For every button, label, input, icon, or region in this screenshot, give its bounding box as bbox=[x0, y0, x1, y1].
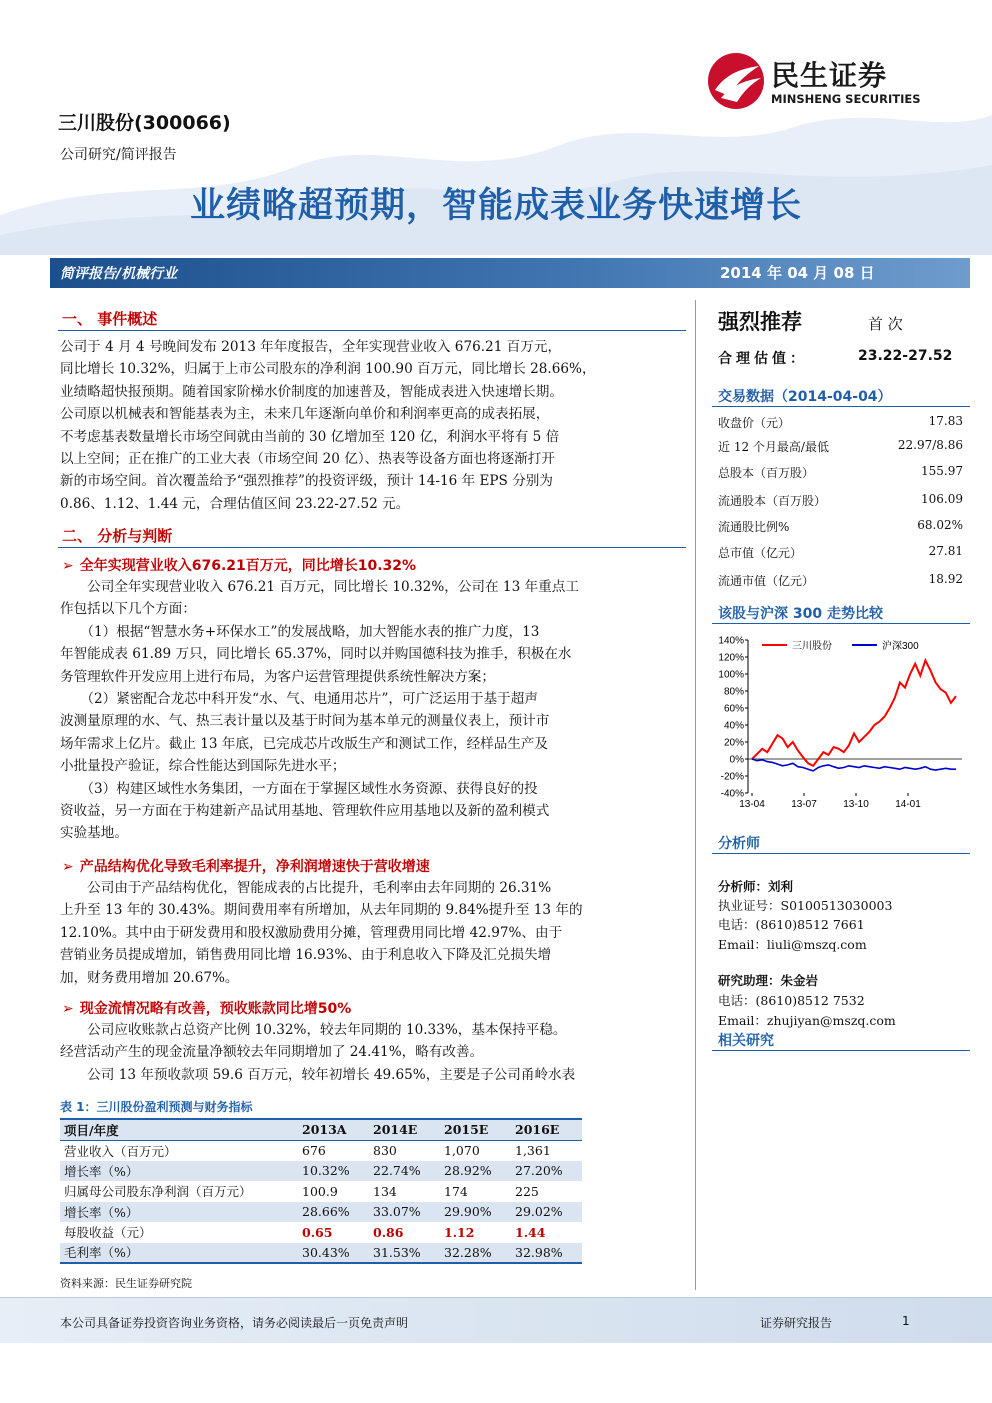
footer-disclaimer: 本公司具备证券投资咨询业务资格，请务必阅读最后一页免责声明 bbox=[60, 1316, 409, 1330]
valuation-value: 23.22-27.52 bbox=[858, 348, 953, 364]
text-line: 公司由于产品结构优化，智能成表的占比提升，毛利率由去年同期的 26.31% bbox=[60, 880, 552, 896]
text-line: 业绩略超快报预期。随着国家阶梯水价制度的加速普及，智能成表进入快速增长期。 bbox=[60, 383, 563, 400]
y-tick-label: 100% bbox=[718, 669, 744, 681]
table-row bbox=[60, 1140, 582, 1161]
series-line-index bbox=[752, 759, 956, 771]
text-line: 作包括以下几个方面： bbox=[60, 601, 196, 618]
y-tick-label: 0% bbox=[729, 754, 744, 766]
table-cell: 1.12 bbox=[440, 1222, 511, 1243]
analyst-name: 分析师：刘利 bbox=[718, 879, 794, 894]
rating-first-coverage: 首 次 bbox=[868, 315, 903, 333]
revenue-paragraph bbox=[60, 576, 686, 845]
text-line: 实验基地。 bbox=[60, 825, 128, 842]
related-research-title: 相关研究 bbox=[718, 1033, 774, 1049]
table-cell: 1,361 bbox=[511, 1140, 582, 1161]
y-tick-label: 140% bbox=[718, 635, 744, 647]
text-line: 上升至 13 年的 30.43%。期间费用率有所增加，从去年同期的 9.84%提升至 13 年的 bbox=[60, 902, 583, 919]
table-source: 资料来源：民生证券研究院 bbox=[60, 1277, 192, 1290]
analyst-cert: 执业证号：S0100513030003 bbox=[718, 898, 893, 913]
logo-text-cn: 民生证券 bbox=[771, 59, 888, 92]
text-line: 小批量投产验证，综合性能达到国际先进水平； bbox=[60, 758, 346, 775]
table-cell: 22.74% bbox=[369, 1161, 440, 1182]
table-cell: 32.98% bbox=[511, 1243, 582, 1264]
page-number: 1 bbox=[902, 1314, 910, 1328]
text-line: 波测量原理的水、气、热三表计量以及基于时间为基本单元的测量仪表上，预计市 bbox=[60, 713, 550, 730]
assistant-email: Email：zhujiyan@mszq.com bbox=[718, 1013, 896, 1028]
subsection-title-revenue: ➢ 全年实现营业收入676.21百万元，同比增长10.32% bbox=[62, 558, 417, 574]
y-tick-label: 40% bbox=[723, 720, 744, 732]
table-cell: 30.43% bbox=[298, 1243, 369, 1264]
subsection-title-margin: ➢ 产品结构优化导致毛利率提升，净利润增速快于营收增速 bbox=[62, 859, 430, 875]
footer-label: 证券研究报告 bbox=[760, 1316, 833, 1330]
table-header-cell: 项目/年度 bbox=[60, 1119, 298, 1140]
price-comparison-chart bbox=[712, 630, 970, 815]
text-line: 公司于 4 月 4 号晚间发布 2013 年年度报告，全年实现营业收入 676.21 百万元， bbox=[60, 339, 562, 355]
text-line: 经营活动产生的现金流量净额较去年同期增加了 24.41%，略有改善。 bbox=[60, 1044, 484, 1061]
company-name: 三川股份(300066) bbox=[58, 112, 231, 134]
table-caption: 表 1：三川股份盈利预测与财务指标 bbox=[60, 1100, 253, 1114]
subsection-title-cashflow: ➢ 现金流情况略有改善，预收账款同比增50% bbox=[62, 1001, 352, 1017]
text-line: 公司应收账款占总资产比例 10.32%，较去年同期的 10.33%，基本保持平稳。 bbox=[60, 1022, 567, 1038]
table-cell: 1,070 bbox=[440, 1140, 511, 1161]
table-cell: 1.44 bbox=[511, 1222, 582, 1243]
table-cell: 营业收入（百万元） bbox=[60, 1140, 298, 1161]
text-line: 0.86、1.12、1.44 元，合理估值区间 23.22-27.52 元。 bbox=[60, 495, 410, 512]
text-line: 营销业务员提成增加，销售费用同比增 16.93%、由于利息收入下降及汇兑损失增 bbox=[60, 947, 552, 964]
table-cell: 33.07% bbox=[369, 1202, 440, 1223]
text-line: 以上空间；正在推广的工业大表（市场空间 20 亿）、热表等设备方面也将逐渐打开 bbox=[60, 451, 555, 468]
text-line: 公司原以机械表和智能基表为主，未来几年逐渐向单价和利润率更高的成表拓展， bbox=[60, 406, 550, 423]
analyst-email: Email：liuli@mszq.com bbox=[718, 937, 867, 952]
margin-paragraph bbox=[60, 877, 686, 989]
table-header-cell: 2015E bbox=[440, 1119, 511, 1140]
chart-title: 该股与沪深 300 走势比较 bbox=[718, 606, 883, 622]
text-line: 加，财务费用增加 20.67%。 bbox=[60, 969, 239, 986]
text-line: 不考虑基表数量增长市场空间就由当前的 30 亿增加至 120 亿，利润水平将有 5 倍 bbox=[60, 428, 560, 445]
table-cell: 28.66% bbox=[298, 1202, 369, 1223]
table-cell: 100.9 bbox=[298, 1181, 369, 1202]
arrow-icon: ➢ bbox=[62, 859, 74, 875]
table-header-row bbox=[60, 1119, 582, 1140]
table-header-cell: 2013A bbox=[298, 1119, 369, 1140]
y-tick-label: 80% bbox=[723, 686, 744, 698]
assistant-phone: 电话：(8610)8512 7532 bbox=[718, 993, 865, 1008]
section-title-analysis: 二、 分析与判断 bbox=[62, 527, 173, 545]
table-cell: 毛利率（%） bbox=[60, 1243, 298, 1264]
text-line: （1）根据“智慧水务+环保水工”的发展战略，加大智能水表的推广力度，13 bbox=[60, 623, 540, 640]
analyst-section-title: 分析师 bbox=[718, 836, 760, 852]
section-rule bbox=[58, 330, 686, 331]
analyst-phone: 电话：(8610)8512 7661 bbox=[718, 917, 865, 932]
y-tick-label: -40% bbox=[720, 788, 744, 800]
x-tick-label: 13-10 bbox=[843, 799, 869, 810]
table-cell: 174 bbox=[440, 1181, 511, 1202]
assistant-name: 研究助理：朱金岩 bbox=[718, 973, 819, 988]
sidebar-rule bbox=[712, 406, 970, 407]
table-cell: 27.20% bbox=[511, 1161, 582, 1182]
table-row bbox=[60, 1161, 582, 1182]
table-cell: 28.92% bbox=[440, 1161, 511, 1182]
table-cell: 29.90% bbox=[440, 1202, 511, 1223]
report-category: 简评报告/机械行业 bbox=[60, 266, 178, 282]
text-line: 年智能成表 61.89 万只，同比增长 65.37%，同时以并购国德科技为推手，积极在水 bbox=[60, 646, 572, 663]
cashflow-paragraph bbox=[60, 1019, 686, 1086]
market-data-title: 交易数据（2014-04-04） bbox=[718, 389, 892, 405]
sidebar-rule bbox=[712, 623, 970, 624]
arrow-icon: ➢ bbox=[62, 558, 74, 574]
x-tick-label: 13-07 bbox=[791, 799, 817, 810]
logo-text-en: MINSHENG SECURITIES bbox=[771, 92, 921, 106]
table-row bbox=[60, 1243, 582, 1264]
table-cell: 10.32% bbox=[298, 1161, 369, 1182]
text-line: （3）构建区域性水务集团，一方面在于掌握区域性水务资源、获得良好的投 bbox=[60, 780, 538, 797]
table-cell: 归属母公司股东净利润（百万元） bbox=[60, 1181, 298, 1202]
y-tick-label: 120% bbox=[718, 652, 744, 664]
rating-label: 强烈推荐 bbox=[718, 310, 802, 334]
table-cell: 0.65 bbox=[298, 1222, 369, 1243]
series-line-stock bbox=[752, 660, 956, 765]
valuation-label: 合理估值： bbox=[718, 351, 808, 367]
y-tick-label: 60% bbox=[723, 703, 744, 715]
text-line: 公司 13 年预收款项 59.6 百万元，较年初增长 49.65%，主要是子公司甬岭水表 bbox=[60, 1066, 576, 1083]
y-tick-label: -20% bbox=[720, 771, 744, 783]
text-line: 12.10%。其中由于研发费用和股权激励费用分摊，管理费用同比增 42.97%、由于 bbox=[60, 924, 563, 941]
table-cell: 32.28% bbox=[440, 1243, 511, 1264]
legend-label: 三川股份 bbox=[792, 641, 832, 652]
table-cell: 增长率（%） bbox=[60, 1202, 298, 1223]
table-header-cell: 2014E bbox=[369, 1119, 440, 1140]
financial-table bbox=[60, 1118, 582, 1264]
text-line: 务管理软件开发应用上进行布局，为客户运营管理提供系统性解决方案； bbox=[60, 668, 495, 685]
table-cell: 0.86 bbox=[369, 1222, 440, 1243]
table-cell: 134 bbox=[369, 1181, 440, 1202]
table-header-cell: 2016E bbox=[511, 1119, 582, 1140]
table-row bbox=[60, 1202, 582, 1223]
text-line: 场年需求上亿片。截止 13 年底，已完成芯片改版生产和测试工作，经样品生产及 bbox=[60, 735, 549, 752]
section-rule bbox=[58, 547, 686, 548]
text-line: 同比增长 10.32%，归属于上市公司股东的净利润 100.90 百万元，同比增长 28.66%， bbox=[60, 361, 596, 378]
table-cell: 29.02% bbox=[511, 1202, 582, 1223]
text-line: 公司全年实现营业收入 676.21 百万元，同比增长 10.32%，公司在 13 年重点工 bbox=[60, 579, 579, 595]
y-tick-label: 20% bbox=[723, 737, 744, 749]
table-row bbox=[60, 1181, 582, 1202]
text-line: 新的市场空间。首次覆盖给予“强烈推荐”的投资评级，预计 14-16 年 EPS 分别为 bbox=[60, 473, 553, 490]
x-tick-label: 13-04 bbox=[739, 799, 765, 810]
sidebar-rule bbox=[712, 853, 970, 854]
table-cell: 增长率（%） bbox=[60, 1161, 298, 1182]
column-divider bbox=[695, 300, 696, 1290]
report-type: 公司研究/简评报告 bbox=[60, 147, 177, 163]
sidebar-rule bbox=[712, 1050, 970, 1051]
table-cell: 每股收益（元） bbox=[60, 1222, 298, 1243]
table-cell: 676 bbox=[298, 1140, 369, 1161]
x-tick-label: 14-01 bbox=[895, 799, 921, 810]
overview-paragraph bbox=[60, 336, 686, 515]
report-date: 2014 年 04 月 08 日 bbox=[720, 264, 875, 282]
brand-logo bbox=[707, 52, 947, 112]
report-headline: 业绩略超预期，智能成表业务快速增长 bbox=[189, 186, 802, 226]
table-row bbox=[60, 1222, 582, 1243]
table-cell: 31.53% bbox=[369, 1243, 440, 1264]
table-cell: 225 bbox=[511, 1181, 582, 1202]
logo-mark-icon bbox=[707, 52, 765, 110]
section-title-overview: 一、 事件概述 bbox=[62, 310, 158, 328]
table-cell: 830 bbox=[369, 1140, 440, 1161]
text-line: 资收益，另一方面在于构建新产品试用基地、管理软件应用基地以及新的盈利模式 bbox=[60, 803, 550, 820]
arrow-icon: ➢ bbox=[62, 1001, 74, 1017]
text-line: （2）紧密配合龙芯中科开发“水、气、电通用芯片”，可广泛运用于基于超声 bbox=[60, 691, 538, 708]
legend-label: 沪深300 bbox=[882, 641, 919, 652]
